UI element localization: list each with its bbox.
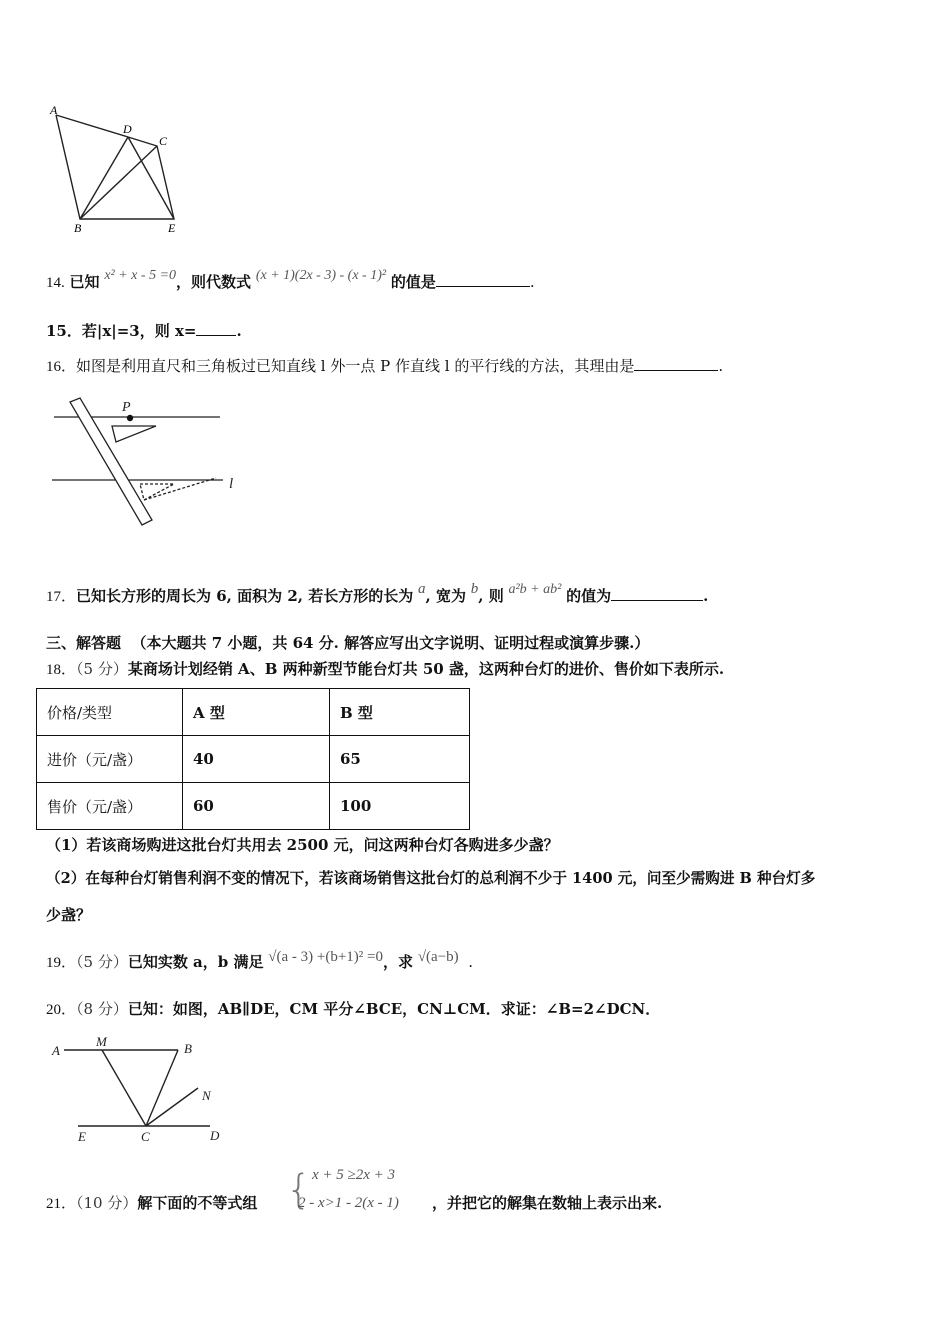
expression: a²b + ab² xyxy=(508,582,562,597)
label-e: E xyxy=(78,1129,86,1144)
ruler-triangle-figure xyxy=(48,392,248,532)
section-heading: 三、解答题 （本大题共 7 小题，共 64 分. 解答应写出文字说明、证明过程或演算步骤.） xyxy=(46,634,650,652)
question-21: 21．（10 分）解下面的不等式组 xyxy=(46,1194,258,1212)
question-19: 19．（5 分）已知实数 a，b 满足 √(a - 3) +(b+1)² =0，求 √(a−b) . xyxy=(46,949,473,971)
label-b: B xyxy=(184,1041,192,1056)
point-label-b: B xyxy=(74,221,82,235)
equation: x² + x - 5 =0 xyxy=(104,268,177,283)
label-d: D xyxy=(210,1128,220,1143)
point-p xyxy=(127,415,133,421)
question-18: 18．（5 分）某商场计划经销 A、B 两种新型节能台灯共 50 盏，这两种台灯的进价、售价如下表所示. xyxy=(46,660,725,678)
table-row: 售价（元/盏） 60 100 xyxy=(37,783,470,830)
table-row: 进价（元/盏） 40 65 xyxy=(37,736,470,783)
expression: √(a−b) xyxy=(417,949,459,965)
label-n: N xyxy=(202,1088,211,1103)
point-label-d: D xyxy=(123,122,132,136)
question-18-part-1: （1）若该商场购进这批台灯共用去 2500 元，问这两种台灯各购进多少盏？ xyxy=(46,836,559,854)
point-label-c: C xyxy=(159,134,168,148)
question-18-part-2-cont: 少盏？ xyxy=(46,906,92,924)
parallel-lines-figure xyxy=(44,1030,234,1148)
quadrilateral-figure xyxy=(44,100,194,240)
label-a: A xyxy=(52,1043,60,1058)
price-table xyxy=(36,688,470,830)
expression: (x + 1)(2x - 3) - (x - 1)² xyxy=(255,268,387,283)
question-20: 20．（8 分）已知：如图，AB∥DE，CM 平分∠BCE，CN⊥CM．求证：∠B=2∠DCN． xyxy=(46,1000,661,1018)
answer-blank[interactable] xyxy=(611,586,703,601)
answer-blank[interactable] xyxy=(436,272,530,287)
question-21-tail: ，并把它的解集在数轴上表示出来. xyxy=(432,1194,663,1212)
inequality-1: x + 5 ≥2x + 3 xyxy=(312,1167,396,1183)
question-17: 17．已知长方形的周长为 6, 面积为 2, 若长方形的长为 a, 宽为 b, 则 a²b + ab² 的值为 . xyxy=(46,581,709,605)
answer-blank[interactable] xyxy=(196,321,236,336)
label-m: M xyxy=(96,1034,107,1049)
table-header-row: 价格/类型 A 型 B 型 xyxy=(37,689,470,736)
inequality-2: 2 - x>1 - 2(x - 1) xyxy=(298,1195,399,1211)
label-p: P xyxy=(122,400,131,415)
question-14: 14. 已知 x² + x - 5 =0，则代数式 (x + 1)(2x - 3) - (x - 1)² 的值是 . xyxy=(46,268,535,291)
label-l: l xyxy=(229,476,234,492)
label-c: C xyxy=(141,1129,150,1144)
question-16: 16．如图是利用直尺和三角板过已知直线 l 外一点 P 作直线 l 的平行线的方法，其理由是 . xyxy=(46,357,724,375)
question-15: 15．若|x|=3，则 x= . xyxy=(46,322,242,340)
point-label-e: E xyxy=(168,221,176,235)
answer-blank[interactable] xyxy=(634,356,718,371)
point-label-a: A xyxy=(50,103,58,117)
brace: { xyxy=(286,1167,312,1213)
equation: √(a - 3) +(b+1)² =0 xyxy=(268,949,384,965)
question-18-part-2: （2）在每种台灯销售利润不变的情况下，若该商场销售这批台灯的总利润不少于 1400 元，问至少需购进 B 种台灯多 xyxy=(46,870,816,887)
